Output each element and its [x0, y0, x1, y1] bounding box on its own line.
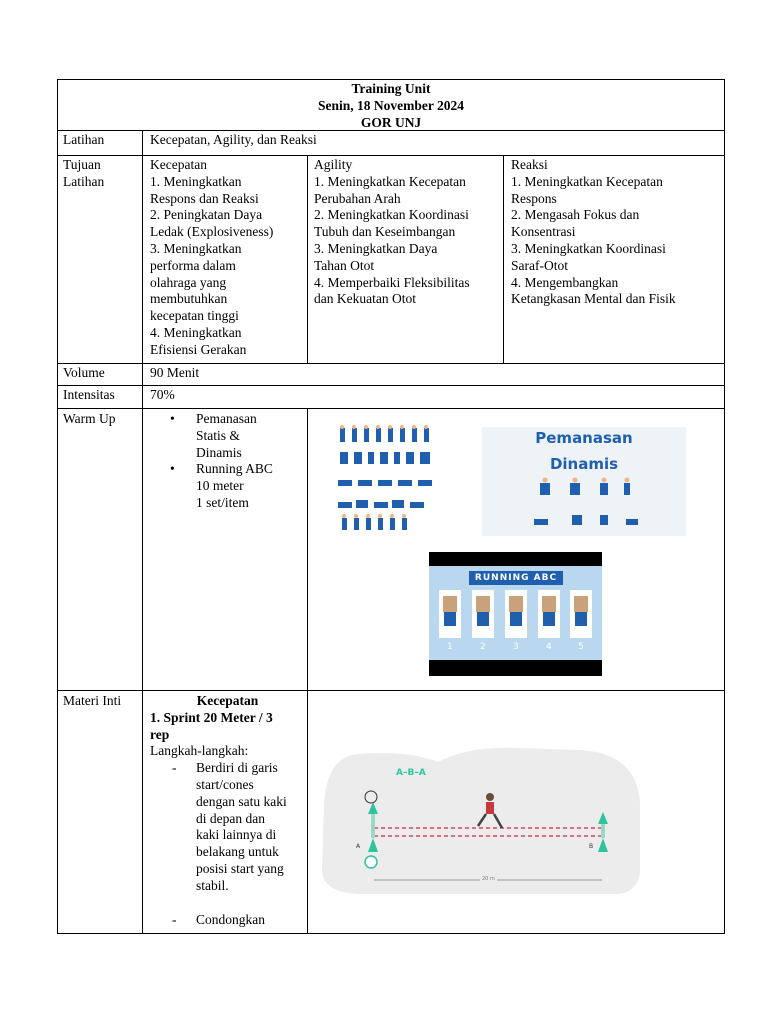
materi-content [150, 693, 305, 928]
tujuan-line: 1. Meningkatkan [150, 173, 242, 189]
bullet-icon: • [170, 461, 175, 477]
bullet-icon: • [170, 411, 175, 426]
materi-heading: Kecepatan [196, 693, 259, 708]
tujuan-heading: Agility [314, 157, 353, 172]
row-line [57, 933, 725, 934]
diagram-title: A–B–A [396, 768, 426, 778]
drill-title: rep [150, 726, 170, 742]
tujuan-kecepatan [150, 157, 273, 359]
row-line [57, 79, 725, 80]
bullet-line: Running ABC [196, 461, 273, 477]
tujuan-line: Respons dan Reaksi [150, 190, 259, 206]
tujuan-heading: Kecepatan [150, 157, 207, 172]
warmup-label: Warm Up [63, 411, 116, 426]
latihan-label: Latihan [63, 132, 105, 147]
dinamis-title-line: Pemanasan [535, 429, 633, 447]
steps-label: Langkah-langkah: [150, 743, 249, 759]
pemanasan-dinamis-image [482, 427, 686, 536]
step-line: posisi start yang [196, 860, 284, 876]
step-line: belakang untuk [196, 844, 279, 860]
step-line: Berdiri di garis [196, 760, 278, 776]
dinamis-title-line: Dinamis [549, 455, 619, 473]
tujuan-line: 3. Meningkatkan Daya [314, 240, 438, 256]
tujuan-line: 4. Meningkatkan [150, 324, 242, 340]
row-line [57, 155, 725, 156]
step-line: kaki lainnya di [196, 827, 277, 843]
bullet-line: Pemanasan [196, 411, 257, 426]
bullet-line: 10 meter [196, 478, 244, 494]
tujuan-line: Tubuh dan Keseimbangan [314, 224, 456, 240]
list-item [170, 461, 273, 511]
bullet-line: Statis & [196, 427, 240, 443]
tujuan-line: Respons [511, 190, 557, 206]
tujuan-line: 4. Mengembangkan [511, 274, 619, 290]
latihan-value: Kecepatan, Agility, dan Reaksi [150, 132, 317, 147]
tujuan-heading: Reaksi [511, 157, 548, 172]
stretch-figures-graphic [336, 424, 440, 536]
list-item [150, 912, 305, 929]
step-line: Condongkan [196, 911, 265, 927]
figure-row [340, 452, 430, 464]
abc-number: 1 [447, 642, 453, 652]
figure-row [338, 480, 432, 486]
tujuan-line: 3. Meningkatkan [150, 240, 242, 256]
tujuan-line: dan Kekuatan Otot [314, 291, 416, 307]
col-line [503, 155, 504, 363]
tujuan-line: Perubahan Arah [314, 190, 401, 206]
figure-row [340, 428, 429, 442]
dash-icon: - [172, 911, 177, 927]
list-item [170, 411, 273, 461]
tujuan-line: Konsentrasi [511, 224, 576, 240]
warmup-list [170, 411, 273, 512]
tujuan-line: Efisiensi Gerakan [150, 341, 247, 357]
diagram-label-b: B [589, 843, 594, 850]
abc-number: 2 [480, 642, 486, 652]
abc-title: RUNNING ABC [469, 571, 563, 585]
step-line: stabil. [196, 877, 229, 893]
tujuan-line: Tahan Otot [314, 257, 375, 273]
abc-number: 5 [578, 642, 584, 652]
tujuan-label-line: Latihan [63, 173, 105, 189]
tujuan-reaksi [511, 157, 676, 308]
step-line: dengan satu kaki [196, 793, 287, 809]
materi-label: Materi Inti [63, 693, 122, 708]
bullet-line: Dinamis [196, 444, 242, 460]
tujuan-line: Ketangkasan Mental dan Fisik [511, 291, 676, 307]
figure-row [338, 500, 424, 508]
page-title: Training Unit [351, 81, 431, 96]
col-line [307, 408, 308, 934]
tujuan-line: 3. Meningkatkan Koordinasi [511, 240, 666, 256]
list-item [150, 760, 305, 894]
drill-title: 1. Sprint 20 Meter / 3 [150, 709, 273, 725]
tujuan-line: kecepatan tinggi [150, 308, 239, 324]
abc-number: 3 [513, 642, 519, 652]
tujuan-line: 1. Meningkatkan Kecepatan [314, 173, 466, 189]
tujuan-line: performa dalam [150, 257, 236, 273]
col-line [142, 130, 143, 934]
tujuan-line: 2. Peningkatan Daya [150, 207, 263, 223]
tujuan-line: 4. Memperbaiki Fleksibilitas [314, 274, 470, 290]
col-line [307, 155, 308, 363]
diagram-label-a: A [356, 843, 361, 850]
figure-row [342, 518, 407, 530]
dinamis-figures [482, 427, 686, 536]
abc-number: 4 [546, 642, 552, 652]
tujuan-line: 1. Meningkatkan Kecepatan [511, 173, 663, 189]
stretch-figures-image [336, 424, 440, 536]
volume-value: 90 Menit [150, 365, 200, 380]
tujuan-line: membutuhkan [150, 291, 228, 307]
sprint-diagram-image [318, 742, 644, 896]
start-marker-icon [365, 856, 377, 868]
tujuan-line: 2. Mengasah Fokus dan [511, 207, 640, 223]
dash-icon: - [172, 760, 177, 776]
col-line [724, 79, 725, 934]
abc-figures [429, 552, 602, 676]
tujuan-label-line: Tujuan [63, 157, 101, 172]
intensitas-label: Intensitas [63, 387, 115, 402]
col-line [57, 79, 58, 934]
diagram-distance: 20 m [482, 876, 495, 882]
tujuan-agility [314, 157, 470, 308]
header-block [57, 81, 725, 131]
running-abc-image [429, 552, 602, 676]
row-line [57, 363, 725, 364]
step-line: start/cones [196, 776, 254, 792]
row-line [57, 690, 725, 691]
row-line [57, 408, 725, 409]
bullet-line: 1 set/item [196, 494, 249, 510]
session-venue: GOR UNJ [360, 114, 422, 130]
session-date: Senin, 18 November 2024 [317, 97, 464, 113]
tujuan-line: 2. Meningkatkan Koordinasi [314, 207, 469, 223]
tujuan-line: olahraga yang [150, 274, 227, 290]
tujuan-line: Saraf-Otot [511, 257, 568, 273]
sprint-diagram [318, 742, 644, 896]
abc-numbers [429, 640, 602, 654]
volume-label: Volume [63, 365, 105, 380]
tujuan-label [63, 157, 104, 191]
intensitas-value: 70% [150, 387, 175, 402]
tujuan-line: Ledak (Explosiveness) [150, 224, 274, 240]
step-line: di depan dan [196, 810, 265, 826]
row-line [57, 385, 725, 386]
